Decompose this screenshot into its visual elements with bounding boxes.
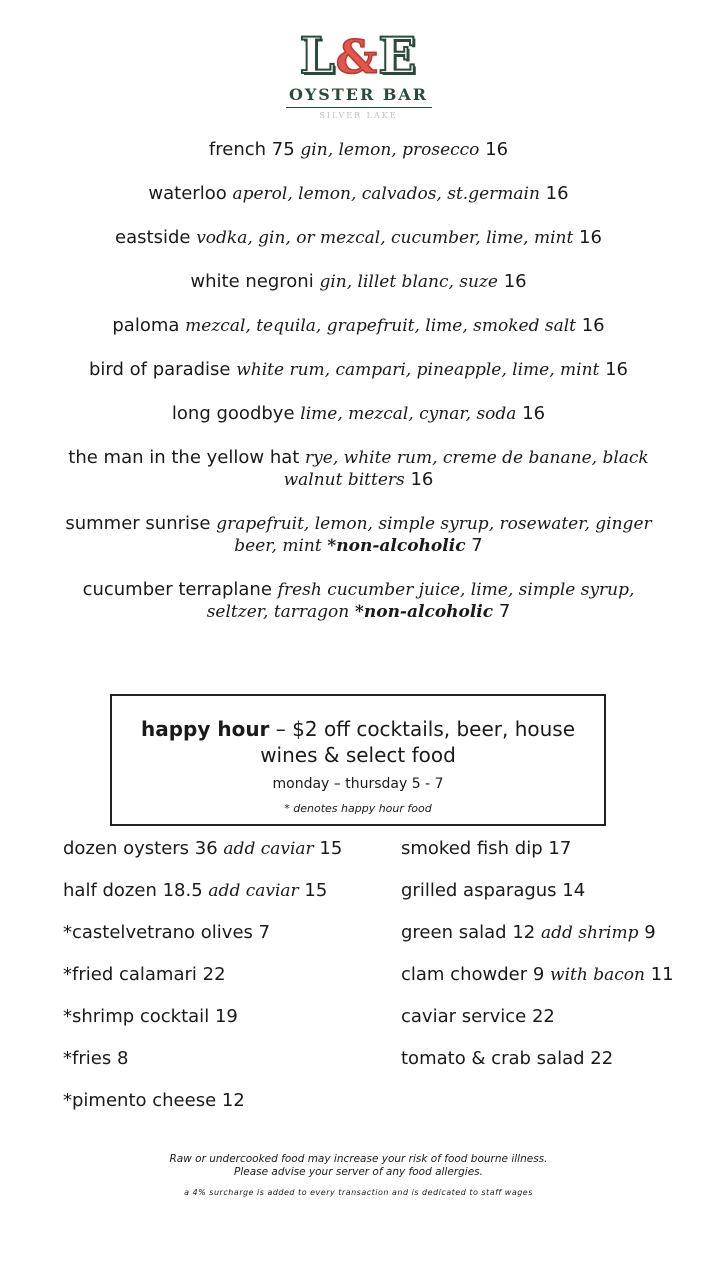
- cocktail-description: fresh cucumber juice, lime, simple syrup, seltzer, tarragon: [206, 580, 635, 622]
- food-price: 19: [214, 1006, 238, 1027]
- food-item: [63, 1046, 342, 1088]
- food-item: [401, 836, 674, 878]
- food-price: 17: [548, 838, 572, 859]
- cocktail-name: summer sunrise: [65, 513, 211, 534]
- happy-hour-box: [110, 694, 606, 826]
- food-name: *fries: [63, 1048, 112, 1069]
- surcharge-notice: a 4% surcharge is added to every transaction and is dedicated to staff wages: [184, 1188, 533, 1197]
- food-name: smoked fish dip: [401, 838, 543, 859]
- cocktail-description: lime, mezcal, cynar, soda: [300, 404, 517, 424]
- happy-hour-days: monday – thursday 5 - 7: [272, 776, 444, 792]
- food-item: [63, 836, 342, 878]
- cocktail-price: 16: [605, 359, 628, 380]
- cocktail-price: 16: [410, 469, 434, 490]
- food-item: [401, 1046, 674, 1088]
- cocktail-name: the man in the yellow hat: [68, 447, 300, 468]
- cocktail-item: [0, 271, 717, 293]
- happy-hour-note: * denotes happy hour food: [284, 802, 432, 815]
- food-price: 22: [531, 1006, 555, 1027]
- cocktail-item: [0, 183, 717, 205]
- cocktail-price: 16: [522, 403, 546, 424]
- food-name: caviar service: [401, 1006, 527, 1027]
- cocktail-price: 7: [471, 535, 483, 556]
- food-item: [63, 1088, 342, 1130]
- cocktail-price: 16: [545, 183, 569, 204]
- cocktail-list: [0, 139, 717, 645]
- food-price: 12: [221, 1090, 245, 1111]
- food-price: 12: [512, 922, 536, 943]
- food-price: 8: [116, 1048, 129, 1069]
- food-price: 22: [202, 964, 226, 985]
- food-item: [63, 1004, 342, 1046]
- cocktail-description: rye, white rum, creme de banane, black walnut bitters: [283, 448, 649, 490]
- cocktail-price: 16: [503, 271, 527, 292]
- food-addon-price: 9: [644, 922, 656, 943]
- food-price: 36: [194, 838, 218, 859]
- food-list-left: [63, 836, 342, 1130]
- food-name: clam chowder: [401, 964, 528, 985]
- food-addon-price: 11: [650, 964, 674, 985]
- food-item: [401, 920, 674, 962]
- food-name: *fried calamari: [63, 964, 197, 985]
- food-addon-price: 15: [304, 880, 328, 901]
- cocktail-price: 16: [485, 139, 509, 160]
- cocktail-item: [0, 139, 717, 161]
- food-item: [63, 962, 342, 1004]
- cocktail-price: 7: [498, 601, 511, 622]
- cocktail-price: 16: [579, 227, 602, 248]
- food-price: 7: [258, 922, 271, 943]
- allergy-notice: [0, 1153, 717, 1179]
- food-addon: add shrimp: [540, 923, 639, 943]
- cocktail-name: white negroni: [190, 271, 314, 292]
- logo: [0, 26, 717, 120]
- food-price: 14: [562, 880, 586, 901]
- cocktail-description: aperol, lemon, calvados, st.germain: [232, 184, 540, 204]
- food-name: green salad: [401, 922, 507, 943]
- food-item: [401, 878, 674, 920]
- logo-divider: [286, 107, 432, 108]
- food-name: dozen oysters: [63, 838, 190, 859]
- cocktail-item: [0, 579, 717, 623]
- cocktail-price: 16: [581, 315, 605, 336]
- food-price: 18.5: [162, 880, 203, 901]
- logo-location: SILVER LAKE: [319, 111, 398, 120]
- food-addon: with bacon: [550, 965, 645, 985]
- non-alcoholic-note: *non-alcoholic: [354, 602, 494, 622]
- happy-hour-title: happy hour – $2 off cocktails, beer, house wines & select food: [140, 717, 576, 767]
- cocktail-name: paloma: [112, 315, 180, 336]
- cocktail-description: mezcal, tequila, grapefruit, lime, smoked salt: [185, 316, 576, 336]
- allergy-line-1: Raw or undercooked food may increase your risk of food bourne illness.: [169, 1153, 548, 1165]
- logo-name: OYSTER BAR: [288, 85, 429, 104]
- cocktail-name: eastside: [115, 227, 191, 248]
- food-price: 9: [532, 964, 545, 985]
- food-name: *pimento cheese: [63, 1090, 217, 1111]
- cocktail-item: [0, 403, 717, 425]
- food-name: *castelvetrano olives: [63, 922, 253, 943]
- food-list-right: [401, 836, 674, 1088]
- cocktail-name: long goodbye: [171, 403, 295, 424]
- cocktail-name: french 75: [208, 139, 295, 160]
- cocktail-description: gin, lemon, prosecco: [300, 140, 480, 160]
- cocktail-description: grapefruit, lemon, simple syrup, rosewater, ginger beer, mint: [216, 514, 652, 556]
- food-item: [63, 878, 342, 920]
- cocktail-item: [0, 359, 717, 381]
- cocktail-description: vodka, gin, or mezcal, cucumber, lime, mint: [196, 228, 574, 248]
- non-alcoholic-note: *non-alcoholic: [327, 536, 466, 556]
- cocktail-item: [0, 315, 717, 337]
- food-addon: add caviar: [208, 881, 299, 901]
- food-name: grilled asparagus: [401, 880, 557, 901]
- food-addon: add caviar: [223, 839, 314, 859]
- food-name: tomato & crab salad: [401, 1048, 585, 1069]
- food-item: [401, 1004, 674, 1046]
- cocktail-name: bird of paradise: [88, 359, 231, 380]
- cocktail-item: [0, 513, 717, 557]
- food-name: *shrimp cocktail: [63, 1006, 210, 1027]
- food-item: [63, 920, 342, 962]
- cocktail-item: [0, 227, 717, 249]
- allergy-line-2: Please advise your server of any food allergies.: [234, 1166, 483, 1178]
- food-price: 22: [590, 1048, 614, 1069]
- cocktail-description: white rum, campari, pineapple, lime, mint: [236, 360, 600, 380]
- cocktail-name: waterloo: [148, 183, 227, 204]
- logo-mark: L&E: [299, 26, 418, 85]
- cocktail-description: gin, lillet blanc, suze: [319, 272, 498, 292]
- cocktail-item: [0, 447, 717, 491]
- food-addon-price: 15: [319, 838, 343, 859]
- cocktail-name: cucumber terraplane: [82, 579, 272, 600]
- food-item: [401, 962, 674, 1004]
- food-name: half dozen: [63, 880, 157, 901]
